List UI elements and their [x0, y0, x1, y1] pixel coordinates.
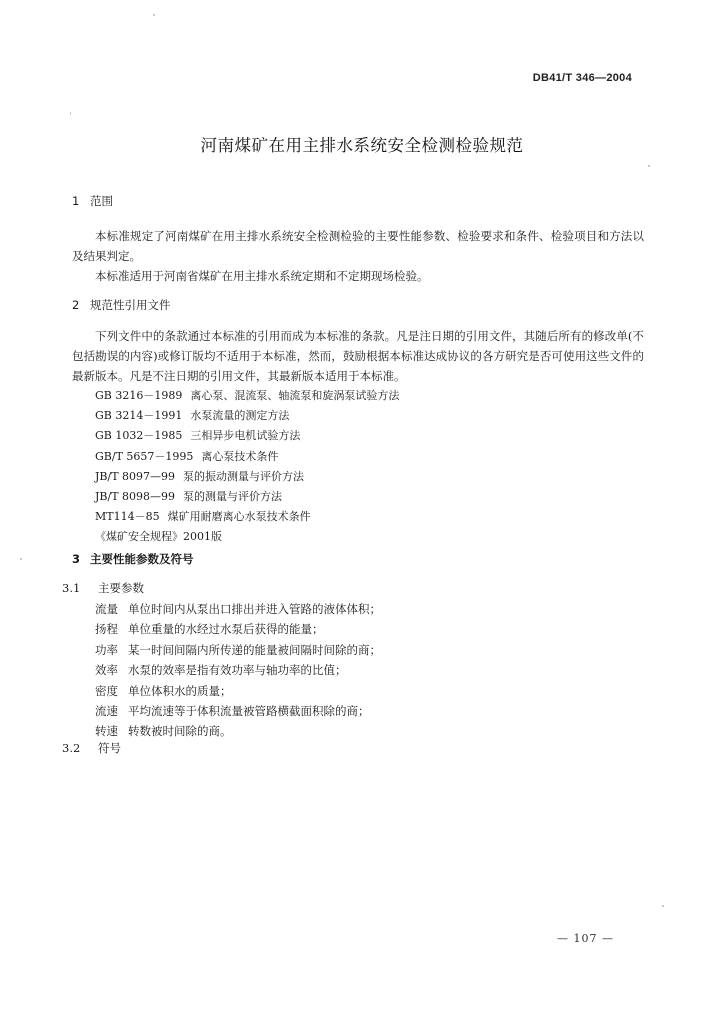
reference-item: JB/T 8097—99 泵的振动测量与评价方法 — [95, 469, 305, 483]
scan-speck — [153, 14, 155, 16]
section-title: 规范性引用文件 — [90, 298, 171, 312]
scan-speck — [20, 558, 22, 560]
definition-list — [95, 599, 381, 742]
reference-item: 《煤矿安全规程》2001版 — [95, 530, 222, 544]
section-heading-scope — [72, 193, 113, 209]
document-title: 河南煤矿在用主排水系统安全检测检验规范 — [200, 136, 524, 155]
normative-refs-intro: 下列文件中的条款通过本标准的引用而成为本标准的条款。凡是注日期的引用文件，其随后所有的修改单(不包括勘误的内容)或修订版均不适用于本标准，然而，鼓励根据本标准达成协议的各方研究是否可使用这些文件的最新版本。凡是不注日期的引用文件，其最新版本适用于本标准。 — [72, 329, 644, 383]
definition-item: 扬程 单位重量的水经过水泵后获得的能量； — [95, 622, 324, 637]
scope-paragraph-1: 本标准规定了河南煤矿在用主排水系统安全检测检验的主要性能参数、检验要求和条件、检验项目和方法以及结果判定。 — [72, 229, 644, 263]
section-number: 3 — [72, 552, 81, 566]
page-number: — 107 — — [557, 932, 614, 945]
section-title: 范围 — [90, 194, 113, 208]
definition-item: 密度 单位体积水的质量； — [95, 683, 232, 698]
section-title: 主要性能参数及符号 — [90, 552, 194, 566]
section-number: 1 — [72, 194, 80, 208]
subsection-heading-3-1: 3.1 主要参数 — [62, 581, 144, 595]
scan-speck — [70, 112, 71, 115]
scope-paragraph-2: 本标准适用于河南省煤矿在用主排水系统定期和不定期现场检验。 — [95, 269, 429, 283]
definition-item: 流量 单位时间内从泵出口排出并进入管路的液体体积； — [95, 602, 381, 616]
definition-item: 流速 平均流速等于体积流量被管路横截面积除的商； — [95, 704, 370, 719]
reference-item: GB 3216－1989 离心泵、混流泵、轴流泵和旋涡泵试验方法 — [95, 389, 400, 402]
section-heading-normative-refs — [72, 297, 171, 313]
reference-item: GB 1032－1985 三相异步电机试验方法 — [95, 429, 301, 443]
definition-item: 功率 某一时间间隔内所传递的能量被间隔时间除的商； — [95, 642, 381, 657]
scan-speck — [662, 905, 664, 907]
reference-item: GB/T 5657－1995 离心泵技术条件 — [95, 449, 279, 463]
reference-list — [95, 386, 399, 548]
section-number: 2 — [72, 298, 80, 312]
reference-item: MT114－85 煤矿用耐磨离心水泵技术条件 — [95, 510, 311, 524]
definition-item: 效率 水泵的效率是指有效功率与轴功率的比值； — [95, 663, 347, 678]
definition-item: 转速 转数被时间除的商。 — [95, 724, 232, 739]
subsection-heading-3-2: 3.2 符号 — [62, 741, 121, 755]
reference-item: GB 3214－1991 水泵流量的测定方法 — [95, 409, 290, 423]
reference-item: JB/T 8098—99 泵的测量与评价方法 — [95, 490, 283, 504]
section-heading-params — [72, 551, 194, 567]
scan-speck — [648, 165, 650, 167]
standard-number: DB41/T 346—2004 — [532, 72, 632, 84]
